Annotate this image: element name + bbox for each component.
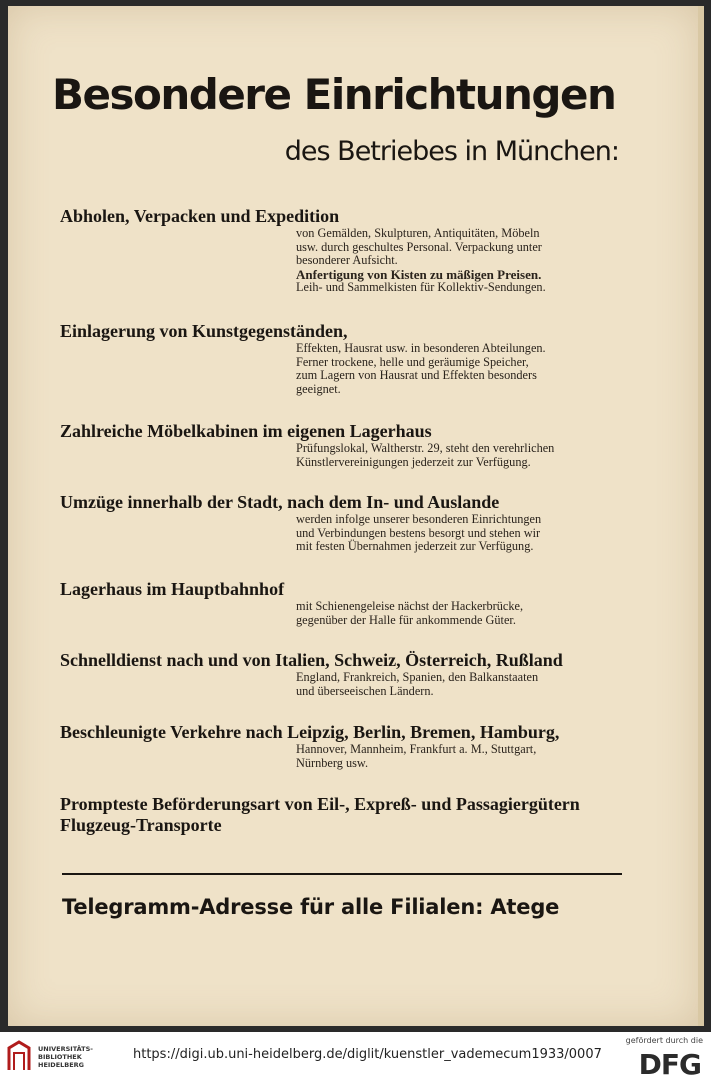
section-moebelkabinen xyxy=(60,421,640,469)
divider-rule xyxy=(62,873,622,875)
uni-line: UNIVERSITÄTS- xyxy=(38,1045,93,1053)
page-subtitle: des Betriebes in München: xyxy=(284,136,619,167)
final-heading-1: Prompteste Beförderungsart von Eil-, Expreß- und Passagiergütern xyxy=(60,794,580,814)
section-body xyxy=(296,743,624,770)
section-verkehre xyxy=(60,722,640,770)
uni-line: HEIDELBERG xyxy=(38,1061,85,1069)
section-body xyxy=(296,600,624,627)
dfg-funding-note: gefördert durch die xyxy=(625,1036,703,1045)
body-line: England, Frankreich, Spanien, den Balkanstaaten xyxy=(296,670,539,684)
section-heading: Beschleunigte Verkehre nach Leipzig, Berlin, Bremen, Hamburg, xyxy=(60,722,560,742)
section-hauptbahnhof xyxy=(60,579,640,627)
section-umzuege xyxy=(60,492,640,554)
permalink-url[interactable]: https://digi.ub.uni-heidelberg.de/diglit/kuenstler_vademecum1933/0007 xyxy=(133,1047,602,1062)
body-line: Künstlervereinigungen jederzeit zur Verfügung. xyxy=(296,454,531,469)
section-heading: Umzüge innerhalb der Stadt, nach dem In- und Auslande xyxy=(60,492,500,512)
body-line: und Verbindungen bestens besorgt und stehen wir xyxy=(296,525,541,540)
body-line: Effekten, Hausrat usw. in besonderen Abteilungen. xyxy=(296,341,546,355)
section-body xyxy=(296,513,624,554)
university-logo-icon xyxy=(6,1040,32,1074)
page-edge xyxy=(698,6,704,1026)
section-heading: Lagerhaus im Hauptbahnhof xyxy=(60,579,285,599)
section-heading: Zahlreiche Möbelkabinen im eigenen Lagerhaus xyxy=(60,421,432,441)
body-line-bold: Anfertigung von Kisten zu mäßigen Preisen. xyxy=(296,266,542,282)
body-line: Ferner trockene, helle und geräumige Speicher, xyxy=(296,354,529,369)
uni-line: BIBLIOTHEK xyxy=(38,1053,82,1061)
body-line: usw. durch geschultes Personal. Verpackung unter xyxy=(296,239,542,254)
body-line: Prüfungslokal, Waltherstr. 29, steht den verehrlichen xyxy=(296,441,555,455)
body-line: mit Schienengeleise nächst der Hackerbrücke, xyxy=(296,599,524,613)
section-body xyxy=(296,442,624,469)
body-line: mit festen Übernahmen jederzeit zur Verfügung. xyxy=(296,539,534,554)
body-line: Leih- und Sammelkisten für Kollektiv-Sendungen. xyxy=(296,280,546,295)
viewer-footer xyxy=(0,1032,711,1086)
section-body xyxy=(296,671,624,698)
body-line: besonderer Aufsicht. xyxy=(296,253,398,268)
section-heading: Abholen, Verpacken und Expedition xyxy=(60,206,340,226)
body-line: Hannover, Mannheim, Frankfurt a. M., Stuttgart, xyxy=(296,742,537,756)
body-line: von Gemälden, Skulpturen, Antiquitäten, Möbeln xyxy=(296,226,540,240)
section-prompteste xyxy=(60,794,640,836)
body-line: zum Lagern von Hausrat und Effekten besonders xyxy=(296,368,537,383)
page-title: Besondere Einrichtungen xyxy=(52,70,616,119)
section-schnelldienst xyxy=(60,650,640,698)
university-library-label xyxy=(38,1045,93,1069)
section-heading: Schnelldienst nach und von Italien, Schweiz, Österreich, Rußland xyxy=(60,650,563,670)
section-body xyxy=(296,227,624,295)
section-body xyxy=(296,342,624,396)
section-abholen xyxy=(60,206,640,295)
section-heading: Einlagerung von Kunstgegenständen, xyxy=(60,321,348,341)
body-line: geeignet. xyxy=(296,381,341,396)
body-line: werden infolge unserer besonderen Einrichtungen xyxy=(296,512,542,526)
body-line: und überseeischen Ländern. xyxy=(296,683,434,698)
body-line: Nürnberg usw. xyxy=(296,755,369,770)
body-line: gegenüber der Halle für ankommende Güter. xyxy=(296,612,516,627)
dfg-logo: DFG xyxy=(638,1048,701,1081)
section-einlagerung xyxy=(60,321,640,396)
final-heading-2: Flugzeug-Transporte xyxy=(60,815,222,835)
telegram-address: Telegramm-Adresse für alle Filialen: Atege xyxy=(62,895,560,919)
